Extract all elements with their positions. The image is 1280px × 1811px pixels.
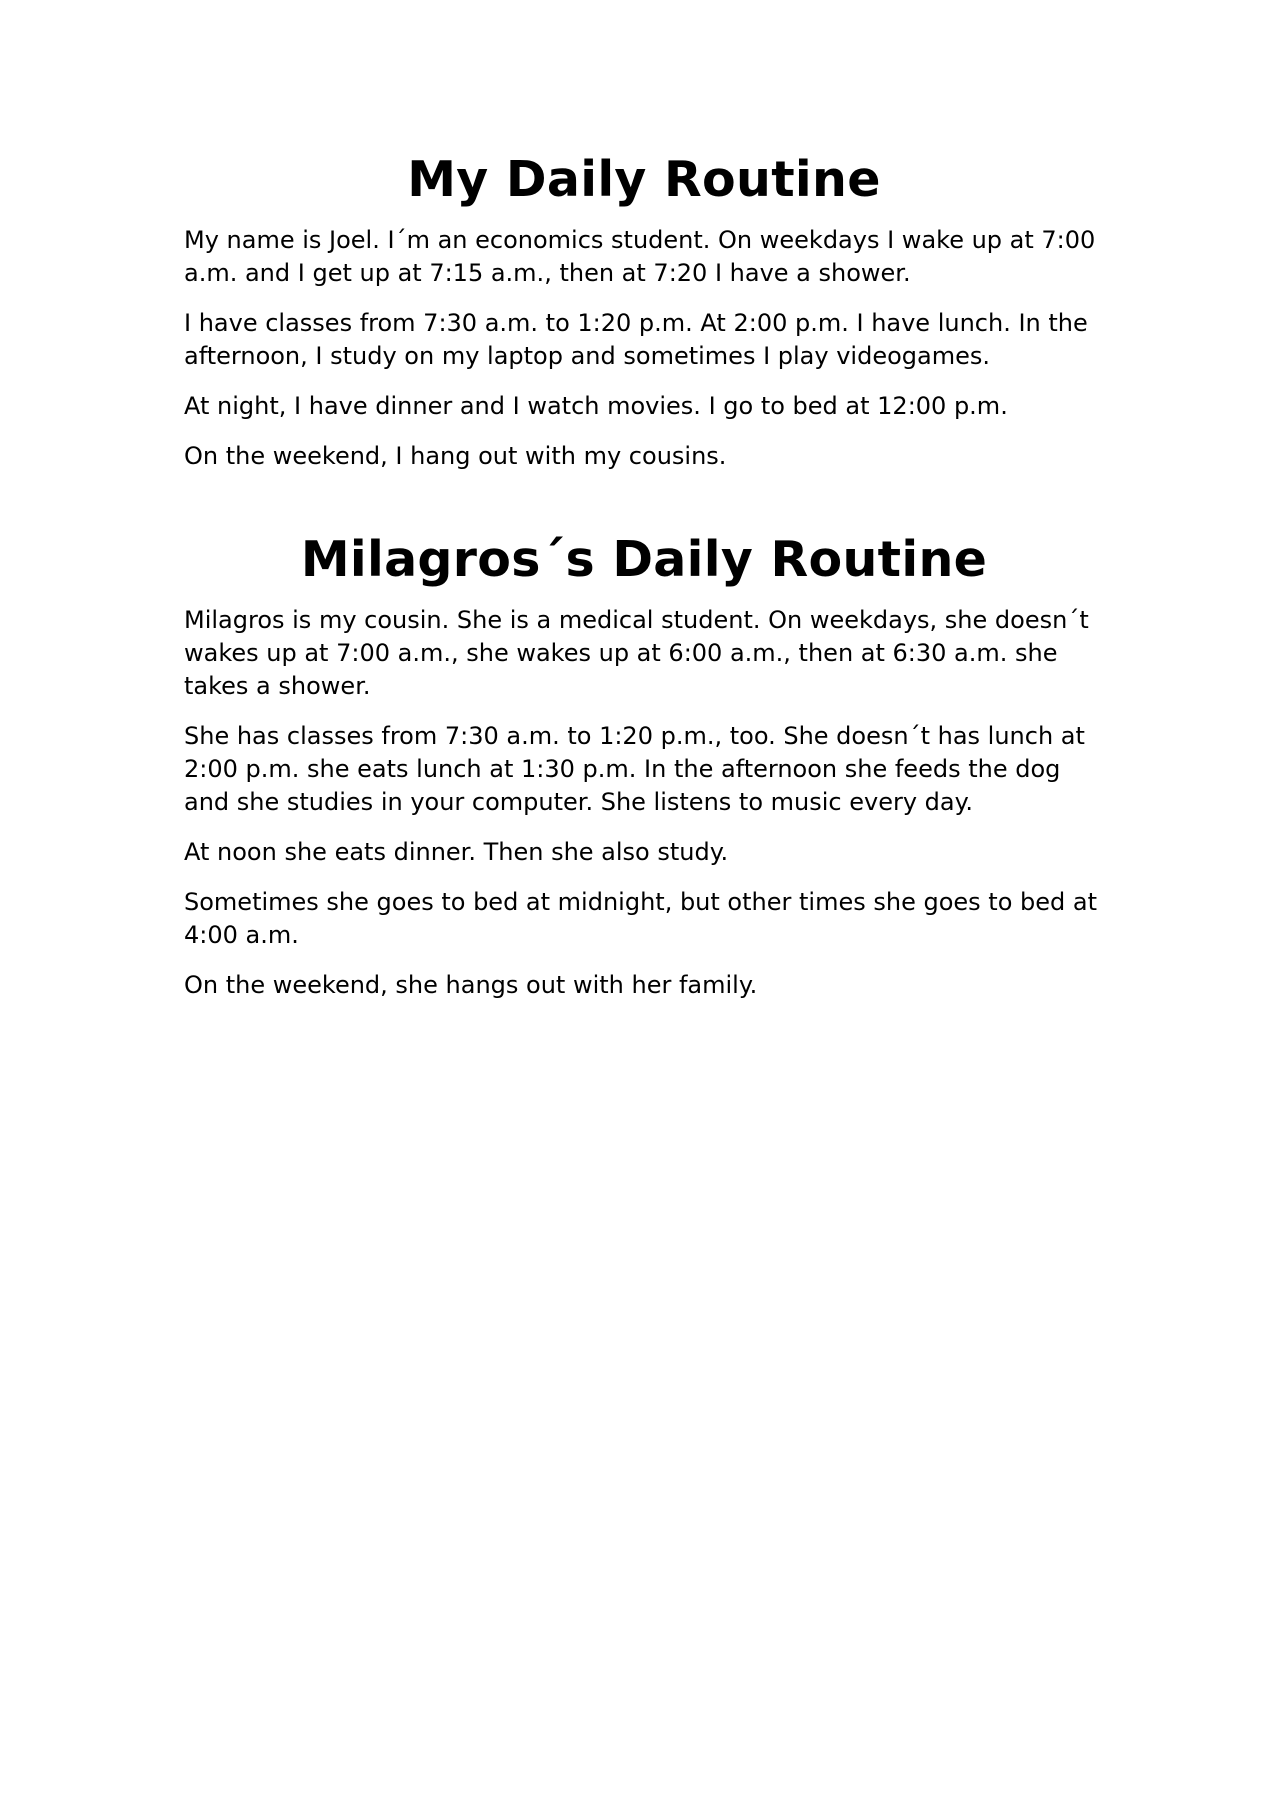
paragraph: On the weekend, she hangs out with her family. bbox=[184, 971, 758, 999]
paragraph: She has classes from 7:30 a.m. to 1:20 p.m., too. She doesn´t has lunch at 2:00 p.m. she eats lunch at 1:30 p.m. In the afternoon she feeds the dog and she studies in your computer. She listens to music every day. bbox=[184, 722, 1085, 816]
document-page bbox=[184, 150, 1104, 1019]
section-milagros-daily-routine bbox=[184, 530, 1104, 1002]
paragraph: I have classes from 7:30 a.m. to 1:20 p.m. At 2:00 p.m. I have lunch. In the afternoon, I study on my laptop and sometimes I play videogames. bbox=[184, 309, 1088, 370]
paragraph: Sometimes she goes to bed at midnight, but other times she goes to bed at 4:00 a.m. bbox=[184, 888, 1097, 949]
section-my-daily-routine bbox=[184, 150, 1104, 473]
section-title: Milagros´s Daily Routine bbox=[300, 531, 988, 588]
paragraph: At night, I have dinner and I watch movies. I go to bed at 12:00 p.m. bbox=[184, 392, 1008, 420]
section-title: My Daily Routine bbox=[407, 151, 881, 208]
paragraph: At noon she eats dinner. Then she also study. bbox=[184, 838, 729, 866]
paragraph: On the weekend, I hang out with my cousins. bbox=[184, 442, 727, 470]
paragraph: My name is Joel. I´m an economics student. On weekdays I wake up at 7:00 a.m. and I get up at 7:15 a.m., then at 7:20 I have a shower. bbox=[184, 226, 1096, 287]
paragraph: Milagros is my cousin. She is a medical student. On weekdays, she doesn´t wakes up at 7:00 a.m., she wakes up at 6:00 a.m., then at 6:30 a.m. she takes a shower. bbox=[184, 606, 1089, 700]
